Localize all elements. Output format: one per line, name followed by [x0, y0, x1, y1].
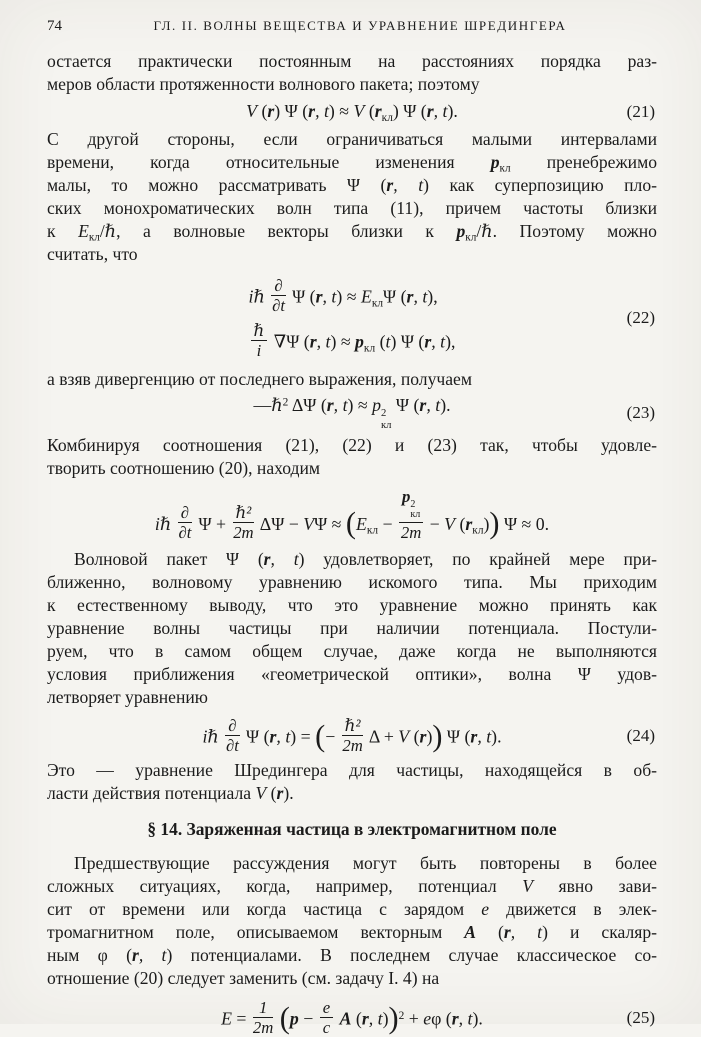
equation-24 [47, 717, 657, 754]
text-line: времени, когда относительные изменения $p_{кл}$ пренебрежимо [47, 151, 657, 175]
text-line: считать, что [47, 243, 138, 264]
text-line: ным φ (r, t) потенциалами. В последнем случае классическое со- [47, 945, 658, 966]
equation-22-number: (22) [626, 307, 655, 327]
equation-23-formula: —ℏ$^2$ ΔΨ (r, t) ≈ p 2 кл Ψ (r, t). [253, 395, 451, 431]
text-line: меров области протяженности волнового пакета; поэтому [47, 74, 480, 94]
paragraph-charged-particle [47, 852, 657, 990]
text-line: условия приближения «геометрической оптики», волна Ψ удов- [47, 663, 657, 684]
text-line: остается практически постоянным на расстояниях порядка раз- [47, 51, 657, 71]
text-line: ласти действия потенциала V (r). [47, 783, 294, 804]
text-line: Предшествующие рассуждения могут быть повторены в более [74, 853, 657, 874]
equation-24-formula: iℏ $\frac{\partial}{\partial t}$ Ψ (r, t) = (− $\frac{\text{ℏ²}}{2m}$ Δ + V (r)) Ψ (r, t). [202, 715, 502, 755]
equation-23-number: (23) [626, 402, 655, 422]
text-line: к естественному выводу, что это уравнение можно принять как [47, 594, 657, 615]
equation-25-number: (25) [626, 1007, 655, 1027]
paragraph-other-side [47, 128, 657, 266]
text-line: ближенно, волновому уравнению искомого типа. Мы приходим [47, 571, 657, 592]
text-line: С другой стороны, если ограничиваться малыми интервалами [47, 128, 657, 149]
equation-25 [47, 999, 657, 1036]
equation-22-line-1: iℏ $\frac{\partial}{\partial t}$ Ψ (r, $t) \approx E_{кл}\Psi$ (r, t), [248, 275, 438, 315]
text-line: Это — уравнение Шредингера для частицы, находящейся в об- [47, 760, 657, 781]
text-line: отношение (20) следует заменить (см. задачу I. 4) на [47, 968, 440, 989]
text-line: ских монохроматических волн типа (11), причем частоты близки [47, 197, 657, 218]
section-heading: § 14. Заряженная частица в электромагнитном поле [147, 819, 557, 840]
paragraph-combining [47, 434, 657, 480]
text-line: к $E_{кл}/\hbar$, а волновые векторы близки к $p_{кл}/\hbar$. Поэтому можно [47, 220, 657, 244]
page-header [47, 18, 657, 35]
text-line: сит от времени или когда частица с зарядом e движется в элек- [47, 899, 657, 920]
paragraph-wave-packet [47, 548, 657, 709]
text-line: тромагнитном поле, описываемом векторным A (r, t) и скаляр- [47, 922, 657, 943]
equation-21-formula: V (r) Ψ (r, t) ≈ V $(r_{кл})$ Ψ (r, t). [246, 101, 458, 124]
running-header-title: ГЛ. II. ВОЛНЫ ВЕЩЕСТВА И УРАВНЕНИЕ ШРЕДИНГЕРА [153, 18, 567, 33]
equation-22-line-2: $\frac{\text{ℏ}}{i}$ ∇Ψ (r, $t) \approx p_{кл}$ (t) Ψ (r, t), [249, 322, 456, 359]
text-line: Волновой пакет Ψ (r, t) удовлетворяет, по крайней мере при- [74, 548, 657, 569]
text-line: Комбинируя соотношения (21), (22) и (23) так, чтобы удовле- [47, 434, 657, 455]
text-line: уравнение волны частицы при наличии потенциала. Постули- [47, 617, 657, 638]
text-line: творить соотношению (20), находим [47, 457, 321, 478]
paragraph-continuation [47, 50, 657, 96]
equation-24-number: (24) [626, 725, 655, 745]
equation-22 [47, 273, 657, 363]
equation-21 [47, 101, 657, 124]
text-line: летворяет уравнению [47, 686, 208, 707]
text-line: руем, что в самом общем случае, даже когда не выполняются [47, 640, 657, 661]
page-number: 74 [47, 18, 62, 34]
text-line: а взяв дивергенцию от последнего выражения, получаем [47, 369, 472, 389]
equation-23 [47, 395, 657, 431]
equation-25-formula: E = $\frac{1}{2m}$ (p − $\frac{e}{c}$ A (r, t))$^2$ + eφ (r, t). [221, 998, 483, 1037]
paragraph-divergence [47, 368, 657, 391]
equation-combined [47, 488, 657, 541]
equation-21-number: (21) [626, 102, 655, 122]
text-line: сложных ситуациях, когда, например, потенциал V явно зави- [47, 876, 657, 897]
equation-22-system [249, 273, 456, 363]
paragraph-schroedinger [47, 759, 657, 805]
equation-combined-formula: iℏ $\frac{\partial}{\partial t}$ Ψ + $\frac{\text{ℏ²}}{2m}$ $\Delta\Psi - V\Psi \approx (E_{кл}$ − p 2 кл 2m − V $(r_{кл})$) Ψ ≈ 0. [154, 486, 550, 542]
text-line: малы, то можно рассматривать Ψ (r, t) как суперпозицию пло- [47, 174, 657, 195]
